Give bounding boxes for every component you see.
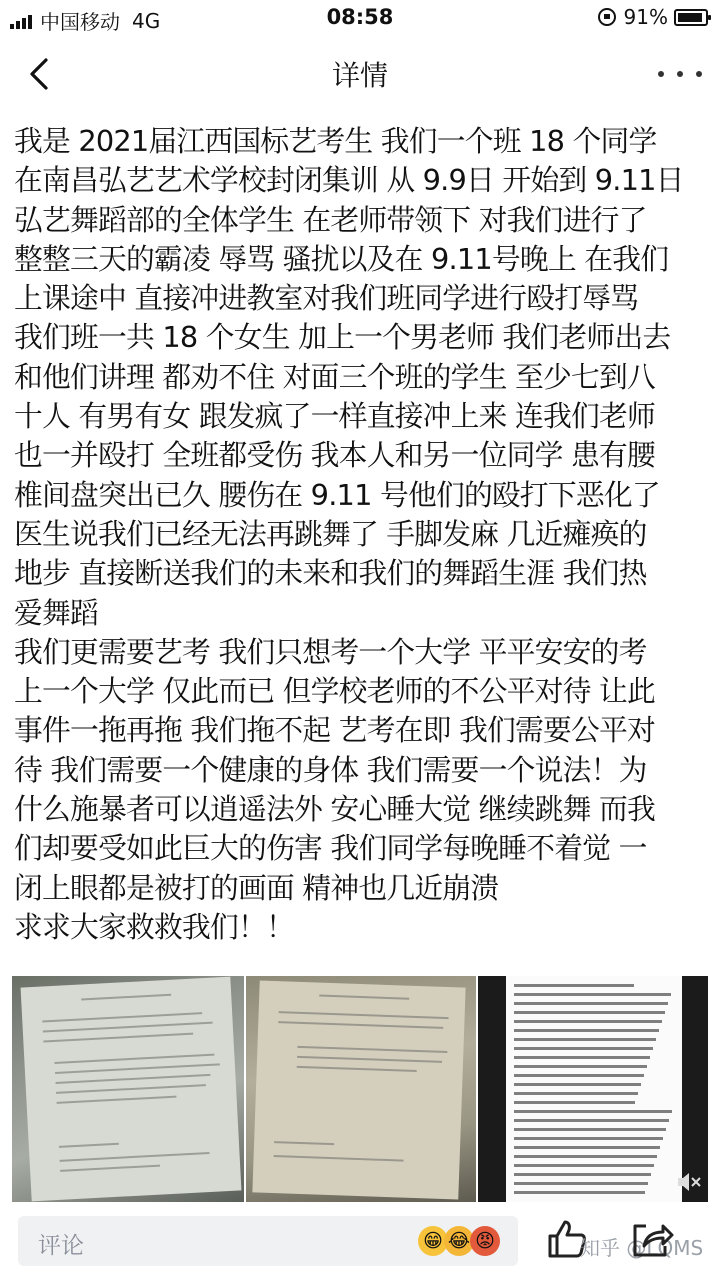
screenshot-text-line — [514, 1110, 672, 1113]
carrier-label: 中国移动 — [40, 10, 120, 34]
article-line: 闭上眼都是被打的画面 精神也几近崩溃 — [14, 870, 499, 905]
status-right — [598, 5, 708, 29]
article-line: 爱舞蹈 — [14, 595, 98, 630]
more-dot — [677, 71, 683, 77]
mute-icon[interactable] — [676, 1170, 702, 1194]
status-bar — [0, 0, 720, 36]
screenshot-text-line — [514, 1164, 654, 1167]
article-line: 在南昌弘艺艺术学校封闭集训 从 9.9日 开始到 9.11日 — [14, 163, 684, 198]
screenshot-text-line — [514, 1047, 653, 1050]
document-photo-2[interactable] — [246, 976, 476, 1202]
article-line: 椎间盘突出已久 腰伤在 9.11 号他们的殴打下恶化了 — [14, 477, 660, 512]
watermark: 知乎 @LQMS — [580, 1236, 704, 1260]
screenshot-text-line — [514, 1065, 647, 1068]
more-dots-icon — [658, 71, 664, 77]
screenshot-text-line — [514, 984, 634, 987]
screenshot-text-line — [514, 1038, 656, 1041]
emoji-grin[interactable]: 😁 — [418, 1226, 448, 1256]
screenshot-text-line — [514, 1173, 651, 1176]
article-line: 十人 有男有女 跟发疯了一样直接冲上来 连我们老师 — [14, 399, 655, 434]
screenshot-text-line — [514, 1056, 650, 1059]
article-line: 整整三天的霸凌 辱骂 骚扰以及在 9.11号晚上 在我们 — [14, 241, 669, 276]
battery-icon — [674, 9, 708, 26]
share-icon[interactable] — [630, 1218, 674, 1260]
page-title: 详情 — [331, 59, 388, 92]
article-line: 我们更需要艺考 我们只想考一个大学 平平安安的考 — [14, 634, 647, 669]
screenshot-text-line — [514, 1146, 660, 1149]
article-line: 上课途中 直接冲进教室对我们班同学进行殴打辱骂 — [14, 281, 639, 316]
document-paper — [21, 977, 242, 1202]
screenshot-text-line — [514, 1137, 663, 1140]
article-line: 我是 2021届江西国标艺考生 我们一个班 18 个同学 — [14, 124, 657, 158]
more-dot — [696, 71, 702, 77]
emoji-laugh-tears[interactable]: 😂 — [444, 1226, 474, 1256]
status-time: 08:58 — [326, 5, 394, 29]
article-line: 也一并殴打 全班都受伤 我本人和另一位同学 患有腰 — [14, 438, 655, 473]
screenshot-text-line — [514, 1182, 648, 1185]
article-line: 求求大家救救我们！！ — [14, 909, 294, 944]
article-line: 什么施暴者可以逍遥法外 安心睡大觉 继续跳舞 而我 — [14, 792, 655, 827]
screenshot-text-line — [514, 1011, 665, 1014]
screenshot-text-line — [514, 1074, 644, 1077]
nav-bar — [0, 40, 720, 106]
article-line: 和他们讲理 都劝不住 对面三个班的学生 至少七到八 — [14, 359, 655, 394]
article-line: 事件一拖再拖 我们拖不起 艺考在即 我们需要公平对 — [14, 713, 655, 748]
article-line: 医生说我们已经无法再跳舞了 手脚发麻 几近瘫痪的 — [14, 516, 647, 551]
article-body — [14, 122, 712, 947]
screenshot-text-line — [514, 1002, 668, 1005]
rotation-lock-icon — [598, 8, 616, 26]
image-strip — [12, 976, 708, 1202]
screenshot-text-line — [514, 1119, 669, 1122]
screenshot-text-line — [514, 993, 671, 996]
battery-percent: 91% — [623, 5, 668, 29]
screenshot-text-line — [514, 1083, 641, 1086]
article-line: 弘艺舞蹈部的全体学生 在老师带领下 对我们进行了 — [14, 202, 647, 237]
article-line: 们却要受如此巨大的伤害 我们同学每晚睡不着觉 一 — [14, 831, 647, 866]
phone-screen — [506, 976, 682, 1202]
emoji-angry[interactable]: 😡 — [470, 1226, 500, 1256]
screenshot-text-line — [514, 1020, 662, 1023]
document-photo-1[interactable] — [12, 976, 244, 1202]
comment-placeholder: 评论 — [38, 1233, 84, 1259]
screenshot-text-line — [514, 1128, 666, 1131]
document-paper — [252, 980, 465, 1199]
screenshot-text-line — [514, 1155, 657, 1158]
phone-screenshot-photo[interactable] — [478, 976, 708, 1202]
article-line: 上一个大学 仅此而已 但学校老师的不公平对待 让此 — [14, 674, 655, 709]
screenshot-text-line — [514, 1092, 638, 1095]
screenshot-text-line — [514, 1101, 635, 1104]
emoji-group[interactable] — [418, 1224, 510, 1260]
bottom-bar — [0, 1210, 720, 1280]
article-line: 待 我们需要一个健康的身体 我们需要一个说法！为 — [14, 752, 647, 787]
more-button[interactable] — [658, 54, 702, 94]
network-label: 4G — [132, 8, 161, 33]
article-line: 地步 直接断送我们的未来和我们的舞蹈生涯 我们热 — [14, 556, 647, 591]
comment-input[interactable] — [18, 1216, 518, 1266]
article-line: 我们班一共 18 个女生 加上一个男老师 我们老师出去 — [14, 320, 671, 355]
screenshot-text-line — [514, 1191, 645, 1194]
screenshot-text-line — [514, 1029, 659, 1032]
